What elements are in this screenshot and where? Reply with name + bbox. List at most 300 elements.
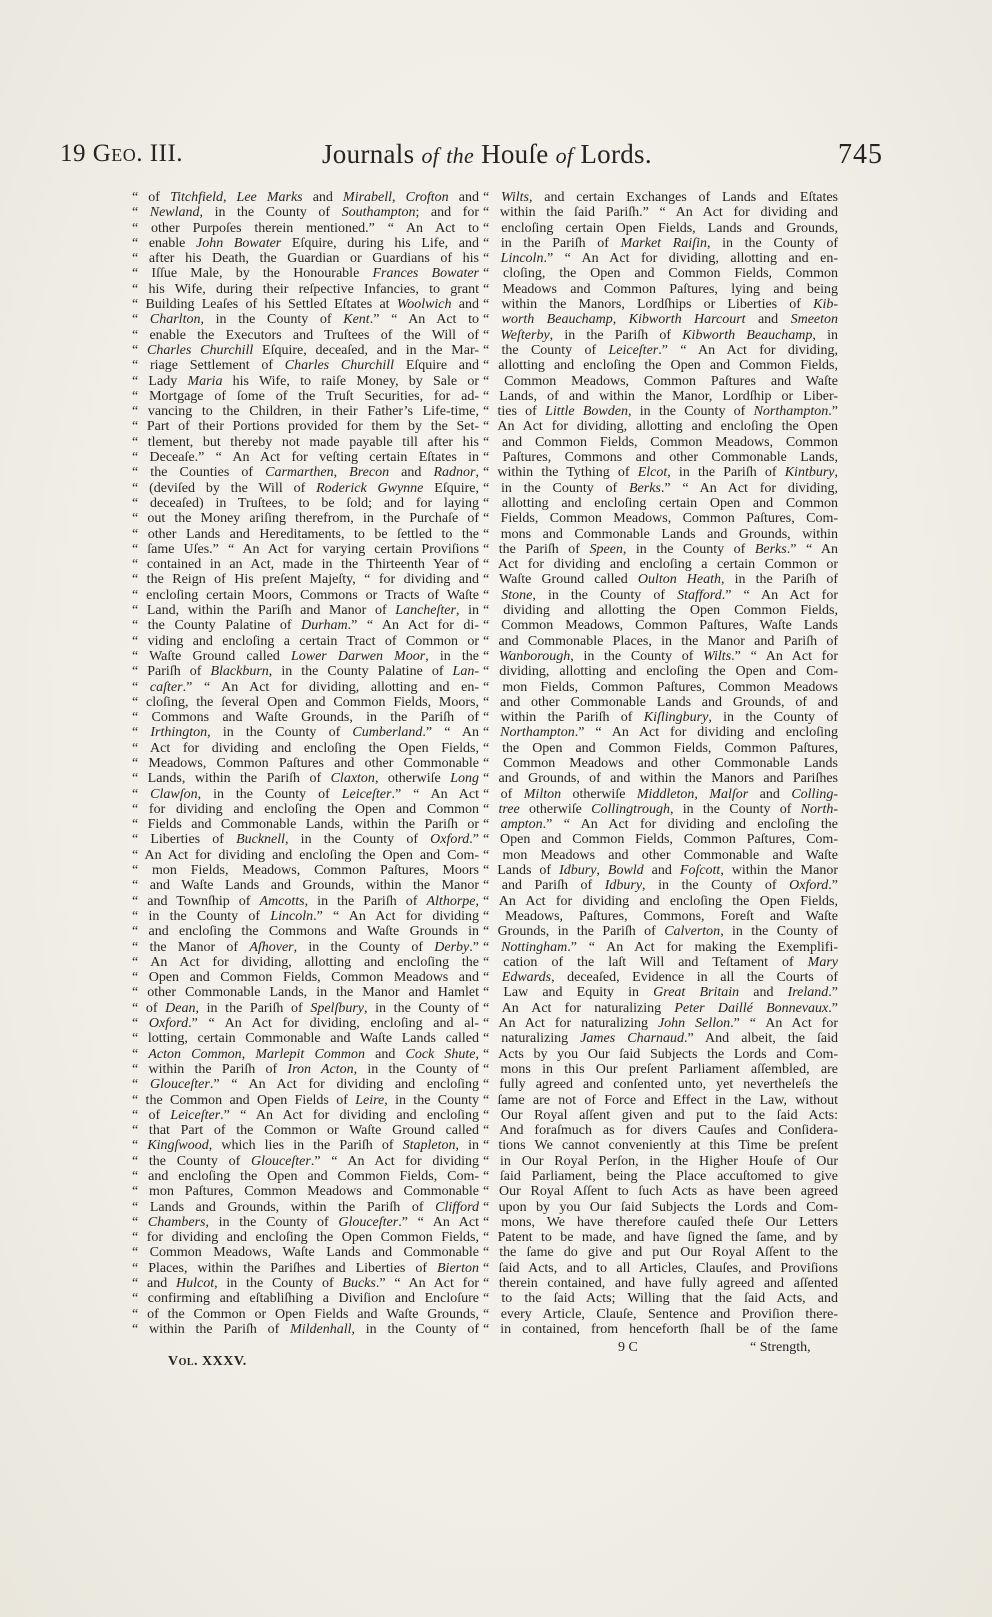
italic-name: Smeeton — [790, 312, 839, 328]
italic-name: Cumberland — [352, 725, 423, 741]
text-line — [132, 205, 479, 220]
text-line — [483, 205, 838, 220]
text-run: , in the Pariſh of — [721, 572, 838, 588]
text-run: “ Waſte Ground called — [132, 648, 291, 664]
text-line — [132, 741, 479, 756]
text-run: “ for dividing and encloſing the Open and Common — [132, 801, 479, 817]
text-run: “ the County of — [132, 1153, 251, 1169]
text-run: “ ſaid Parliament, being the Place accuſtomed to give — [483, 1169, 838, 1184]
text-run: “ dividing and allotting the Open Common Fields, — [483, 603, 838, 619]
italic-name: Crofton — [405, 190, 449, 205]
text-run: , — [392, 190, 406, 205]
text-run: and — [448, 190, 479, 205]
text-line — [483, 1077, 838, 1092]
text-line — [483, 1261, 838, 1276]
text-line — [132, 756, 479, 771]
text-run: “ the County of — [483, 342, 609, 358]
text-line — [483, 940, 838, 955]
text-line — [483, 618, 838, 633]
text-line — [483, 664, 838, 679]
text-line — [483, 496, 838, 511]
text-run: “ lotting, certain Commonable and Waſte Lands called — [132, 1031, 479, 1047]
text-line — [483, 297, 838, 312]
text-run: “ Places, within the Pariſhes and Liberties of — [132, 1260, 437, 1276]
text-line — [132, 1215, 479, 1230]
italic-name: Maria — [187, 373, 223, 389]
text-run: .” — [469, 939, 479, 955]
text-line — [132, 940, 479, 955]
text-run: .” “ An Act for — [375, 1276, 479, 1292]
text-line — [132, 970, 479, 985]
text-run: “ An Act for dividing, allotting and encloſing the — [132, 954, 479, 970]
italic-name: Marlepit Common — [255, 1046, 366, 1062]
text-run: “ — [483, 251, 501, 267]
italic-name: Acton Common — [148, 1046, 242, 1062]
italic-name: Althorpe — [426, 893, 476, 909]
text-line — [132, 1047, 479, 1062]
text-line — [132, 527, 479, 542]
text-run: “ contained in an Act, made in the Thirteenth Year of — [132, 557, 479, 573]
italic-name: Irthington — [150, 725, 208, 741]
text-line — [132, 955, 479, 970]
text-line — [483, 1215, 838, 1230]
text-line — [483, 878, 838, 893]
text-line — [483, 557, 838, 572]
text-run: “ Lady — [132, 373, 188, 389]
italic-name: Lincoln — [270, 908, 314, 924]
text-run: “ An Act for naturalizing — [483, 1000, 675, 1016]
italic-name: Leiceſter — [341, 786, 392, 802]
text-run: “ Lands, within the Pariſh of — [132, 771, 331, 787]
italic-name: Bierton — [437, 1260, 479, 1276]
italic-name: Carmarthen — [265, 465, 334, 481]
text-run: “ And foraſmuch as for divers Cauſes and Conſidera- — [483, 1123, 838, 1139]
text-run: “ Building Leaſes of his Settled Eſtates at — [132, 297, 397, 313]
italic-name: tree — [498, 801, 520, 817]
text-line — [132, 251, 479, 266]
title-word: Houſe — [474, 139, 556, 169]
text-run: “ — [132, 725, 151, 741]
text-run: Eſquire, — [423, 480, 479, 496]
italic-name: Kibworth Beauchamp — [682, 327, 813, 343]
text-line — [132, 481, 479, 496]
text-run: “ — [483, 648, 499, 664]
text-line — [132, 603, 479, 618]
text-run: .” “ An Act for dividing, — [658, 342, 838, 358]
text-line — [483, 710, 838, 725]
text-run: “ — [132, 1077, 150, 1093]
text-line — [132, 404, 479, 419]
text-line — [132, 664, 479, 679]
text-run: “ and encloſing the Commons and Waſte Grounds in — [132, 924, 479, 940]
italic-name: Market Raiſin — [620, 235, 707, 251]
title-italic-word: of — [421, 143, 440, 168]
text-line — [483, 1062, 838, 1077]
text-run: “ — [132, 1214, 148, 1230]
text-run: .” “ An Act — [398, 1214, 480, 1230]
italic-name: Northampton — [500, 725, 575, 741]
text-line — [132, 1016, 479, 1031]
text-run: , in the County — [384, 1092, 479, 1108]
text-line — [483, 190, 838, 205]
text-run: , — [694, 786, 710, 802]
italic-name: Aſhover — [249, 939, 294, 955]
journal-title — [322, 139, 652, 170]
italic-name: Nottingham — [501, 939, 568, 955]
text-run: “ tlement, but thereby not made payable till after his — [132, 434, 479, 450]
text-run: “ within the Manors, Lordſhips or Liberties of — [483, 297, 814, 313]
italic-name: Wanborough — [498, 648, 571, 664]
text-run: .” “ An Act for dividing and encloſing — [574, 725, 839, 741]
text-line — [483, 603, 838, 618]
text-run: .” “ An Act for dividing and encloſing the — [542, 817, 838, 833]
italic-name: Charles Churchill — [284, 358, 395, 374]
text-line — [483, 1001, 838, 1016]
italic-name: Middleton — [636, 786, 695, 802]
italic-name: Northampton — [753, 404, 829, 420]
text-run: “ — [483, 939, 502, 955]
text-line — [483, 1154, 838, 1169]
text-run: , in the County of — [570, 648, 704, 664]
text-line — [132, 297, 479, 312]
text-run: “ allotting and encloſing certain Open and Common — [483, 495, 838, 511]
italic-name: Titchfield — [170, 190, 223, 205]
text-run: “ Pariſh of — [132, 664, 211, 680]
text-run: “ the Manor of — [132, 939, 250, 955]
text-run: “ Open and Common Fields, Common Paſtures, Com- — [483, 832, 838, 848]
text-run: .” “ An — [422, 725, 480, 741]
text-line — [132, 1108, 479, 1123]
italic-name: Edwards — [501, 970, 552, 986]
text-run: “ enable — [132, 235, 196, 251]
text-line — [132, 190, 479, 205]
italic-name: Stone — [501, 587, 533, 603]
text-line — [132, 358, 479, 373]
text-run: Eſquire, deceaſed, and in the Mar- — [253, 342, 479, 358]
text-run: “ the Common and Open Fields of — [132, 1092, 356, 1108]
text-run: “ for dividing and encloſing the Open Common Fields, — [132, 1230, 479, 1246]
text-line — [132, 680, 479, 695]
text-run: , — [475, 893, 479, 909]
italic-name: Southampton — [341, 205, 416, 221]
text-run: “ encloſing certain Moors, Commons or Tracts of Waſte — [132, 587, 479, 603]
text-run: .” “ An Act for di- — [347, 618, 479, 634]
text-run: “ Deceaſe.” “ An Act for veſting certain Eſtates in — [132, 450, 479, 466]
text-line — [483, 1200, 838, 1215]
text-run: , in the County of — [532, 587, 678, 603]
italic-name: Dean — [165, 1000, 196, 1016]
text-run: “ and Grounds, of and within the Manors and Pariſhes — [483, 771, 838, 787]
text-run: “ Mortgage of ſome of the Truſt Securities, for ad- — [132, 388, 479, 404]
text-run: “ Lands, of and within the Manor, Lordſhip or Liber- — [483, 388, 838, 404]
text-line — [483, 741, 838, 756]
italic-name: Calverton — [664, 924, 721, 940]
text-line — [483, 1138, 838, 1153]
text-line — [483, 1047, 838, 1062]
italic-name: Milton — [523, 786, 562, 802]
text-run: , — [222, 190, 237, 205]
italic-name: Mary — [807, 954, 838, 970]
italic-name: Oxford — [430, 832, 470, 848]
text-run: “ of — [132, 1000, 166, 1016]
text-run: .” — [469, 832, 479, 848]
italic-name: Frances Bowater — [372, 266, 479, 282]
text-line — [132, 542, 479, 557]
text-line — [483, 465, 838, 480]
text-line — [483, 389, 838, 404]
text-line — [132, 572, 479, 587]
italic-name: Kingſwood — [147, 1138, 209, 1154]
text-line — [132, 1200, 479, 1215]
text-run: “ Act for dividing and encloſing a certain Common or — [483, 557, 838, 573]
text-line — [483, 1230, 838, 1245]
text-run: “ after his Death, the Guardian or Guardians of his — [132, 251, 479, 267]
text-line — [483, 695, 838, 710]
text-run: “ cloſing, the Open and Common Fields, Common — [483, 266, 838, 282]
text-run: , in the County of — [205, 1214, 339, 1230]
text-line — [132, 634, 479, 649]
volume-number: Vol. XXXV. — [168, 1354, 247, 1369]
text-run: “ and Waſte Lands and Grounds, within the Manor — [132, 878, 479, 894]
text-run: .” — [828, 985, 839, 1001]
text-run: .” “ An Act for making the Exemplifi- — [567, 939, 838, 955]
text-run: , in the County of — [197, 786, 342, 802]
text-run: .” “ An — [786, 541, 839, 557]
italic-name: Stapleton — [402, 1138, 456, 1154]
text-run: , in the County of — [214, 1276, 343, 1292]
text-run: “ Acts by you Our ſaid Subjects the Lords and Com- — [483, 1046, 838, 1062]
text-run: “ — [483, 587, 502, 603]
text-line — [132, 374, 479, 389]
italic-name: Kibworth Harcourt — [628, 312, 746, 328]
text-line — [132, 848, 479, 863]
text-run: “ — [132, 205, 150, 221]
text-run: “ — [132, 1016, 149, 1032]
text-line — [483, 985, 838, 1000]
text-run: “ and encloſing the Open and Common Fields, Com- — [132, 1169, 479, 1184]
text-run: , in the — [425, 648, 479, 664]
text-run: , in the County of — [720, 924, 839, 940]
text-line — [132, 419, 479, 434]
text-run: , which lies in the Pariſh of — [208, 1138, 403, 1154]
text-run: “ — [483, 817, 501, 833]
text-line — [132, 1322, 479, 1337]
text-run: “ An Act for naturalizing — [483, 1016, 658, 1032]
italic-name: Peter Daillé Bonnevaux — [674, 1000, 829, 1016]
italic-name: Idbury — [604, 878, 643, 894]
text-line — [132, 1261, 479, 1276]
text-run: “ ties of — [483, 404, 546, 420]
text-line — [132, 1093, 479, 1108]
text-line — [483, 1031, 838, 1046]
text-run: “ and other Commonable Lands and Grounds, of and — [483, 694, 838, 710]
text-line — [132, 389, 479, 404]
text-run: “ Liberties of — [132, 832, 237, 848]
text-run: “ and Commonable Places, in the Manor and Pariſh of — [483, 633, 838, 649]
text-run: “ Commons and Waſte Grounds, in the Pariſh of — [132, 710, 479, 726]
italic-name: Brecon — [349, 465, 390, 481]
left-column — [132, 190, 479, 1337]
text-run: “ the ſame do give and put Our Royal Aſſent to the — [483, 1245, 838, 1261]
text-line — [132, 1230, 479, 1245]
italic-name: Derby — [434, 939, 470, 955]
text-line — [132, 588, 479, 603]
text-run: “ Part of their Portions provided for them by the Set- — [132, 419, 479, 435]
text-run: “ out the Money ariſing therefrom, in the Purchaſe of — [132, 511, 479, 527]
text-run: .” “ An Act for dividing — [313, 908, 479, 924]
text-line — [132, 450, 479, 465]
text-run: “ encloſing certain Open Fields, Lands and Grounds, — [483, 220, 838, 236]
text-run: , in the Pariſh of — [195, 1000, 311, 1016]
text-line — [483, 1322, 838, 1337]
italic-name: Colling- — [791, 786, 838, 802]
italic-name: John Bowater — [195, 235, 282, 251]
text-line — [132, 894, 479, 909]
text-line — [483, 649, 838, 664]
text-run: .” And albeit, the ſaid — [684, 1031, 839, 1047]
italic-name: Great Britain — [653, 985, 740, 1001]
italic-name: Cock Shute — [405, 1046, 476, 1062]
italic-name: Hulcot — [176, 1276, 215, 1292]
text-run: .” “ An Act for dividing and encloſing — [209, 1077, 479, 1093]
text-line — [483, 450, 838, 465]
text-line — [483, 511, 838, 526]
italic-name: Lancheſter — [395, 603, 456, 619]
text-run: “ mon Paſtures, Common Meadows and Commonable — [132, 1184, 479, 1200]
text-run: and — [739, 985, 788, 1001]
text-line — [483, 756, 838, 771]
text-line — [483, 588, 838, 603]
text-run: “ and Townſhip of — [132, 893, 260, 909]
text-line — [483, 266, 838, 281]
text-run: “ in contained, from henceforth ſhall be of the ſame — [483, 1321, 838, 1337]
text-line — [483, 282, 838, 297]
text-run: otherwiſe — [561, 786, 637, 802]
italic-name: Glouceſter — [149, 1077, 210, 1093]
text-run: , in — [455, 603, 480, 619]
text-run: , deceaſed, Evidence in all the Courts of — [551, 970, 839, 986]
text-line — [483, 236, 838, 251]
text-run: , in the County of — [200, 312, 344, 328]
italic-name: Mirabell — [343, 190, 393, 205]
text-run: “ Fields, Common Meadows, Common Paſtures, Com- — [483, 511, 838, 527]
text-run: , in the County of — [293, 939, 435, 955]
text-line — [483, 404, 838, 419]
text-run: “ An Act for dividing and encloſing the Open and Com- — [132, 847, 479, 863]
text-run: .” “ An Act to — [369, 312, 479, 328]
text-run: “ Iſſue Male, by the Honourable — [132, 266, 373, 282]
text-line — [483, 527, 838, 542]
text-run: .” “ An Act for — [721, 587, 838, 603]
text-line — [483, 771, 838, 786]
text-run: , in the County of — [207, 725, 353, 741]
text-run: “ in the County of — [483, 480, 629, 496]
text-run: “ viding and encloſing a certain Tract of Common or — [132, 633, 479, 649]
text-line — [132, 328, 479, 343]
text-line — [483, 542, 838, 557]
text-run: “ — [132, 679, 150, 695]
text-run: “ in the Pariſh of — [483, 235, 621, 251]
text-run: “ Patent to be made, and have ſigned the ſame, and by — [483, 1230, 838, 1246]
text-run: , in — [812, 327, 838, 343]
text-line — [483, 312, 838, 327]
italic-name: Mildenhall — [290, 1321, 352, 1337]
italic-name: Glouceſter — [338, 1214, 399, 1230]
text-run: “ mon Meadows and other Commonable and Waſte — [483, 847, 838, 863]
italic-name: Charlton — [149, 312, 201, 328]
text-run: “ Lands and Grounds, within the Pariſh of — [132, 1199, 436, 1215]
text-line — [483, 328, 838, 343]
text-run: “ and — [132, 1276, 176, 1292]
text-run: “ other Purpoſes therein mentioned.” “ An Act to — [132, 220, 479, 236]
text-run: “ Paſtures, Commons and other Commonable Lands, — [483, 450, 838, 466]
text-run: “ the Open and Common Fields, Common Paſtures, — [483, 740, 838, 756]
text-line — [483, 251, 838, 266]
running-head — [0, 136, 992, 180]
text-line — [132, 771, 479, 786]
text-run: “ — [483, 801, 499, 817]
italic-name: Amcotts — [259, 893, 305, 909]
text-line — [132, 802, 479, 817]
text-run: “ within the Pariſh of — [132, 1061, 288, 1077]
text-run: .” — [828, 878, 838, 894]
text-line — [483, 1093, 838, 1108]
text-run: “ — [132, 1046, 149, 1062]
text-line — [483, 924, 838, 939]
text-run: “ Meadows, Paſtures, Commons, Foreſt and Waſte — [483, 908, 838, 924]
text-run: “ of — [132, 1107, 171, 1123]
text-run: “ to the ſaid Acts; Willing that the ſaid Acts, and — [483, 1291, 838, 1307]
text-line — [483, 1016, 838, 1031]
text-run: “ vancing to the Children, in their Father’s Life-time, — [132, 404, 479, 420]
text-run: , — [475, 465, 479, 481]
text-run: “ Waſte Ground called — [483, 572, 638, 588]
text-run: “ tions We cannot conveniently at this Time be preſent — [483, 1138, 838, 1154]
text-run: “ that Part of the Common or Waſte Ground called — [132, 1123, 479, 1139]
text-run: , in the Pariſh of — [549, 327, 683, 343]
text-run: “ within the Tything of — [483, 465, 638, 481]
text-run: .” “ An Act for dividing, — [660, 480, 838, 496]
text-line — [132, 649, 479, 664]
text-line — [132, 725, 479, 740]
italic-name: Little Bowden — [545, 404, 628, 420]
text-run: “ Our Royal aſſent given and put to the ſaid Acts: — [483, 1107, 838, 1123]
text-line — [483, 725, 838, 740]
italic-name: John Sellon — [657, 1016, 731, 1032]
text-run: “ in the County of — [132, 908, 271, 924]
italic-name: Leiceſter — [170, 1107, 221, 1123]
text-line — [132, 1169, 479, 1184]
text-run: , and certain Exchanges of Lands and Eſtates — [529, 190, 838, 205]
text-run: “ other Commonable Lands, in the Manor and Hamlet — [132, 985, 479, 1001]
text-run: “ other Lands and Hereditaments, to be ſettled to the — [132, 526, 479, 542]
italic-name: Lower Darwen Moor — [290, 648, 426, 664]
text-line — [483, 1108, 838, 1123]
text-line — [132, 618, 479, 633]
italic-name: Foſcott — [679, 863, 721, 879]
italic-name: Weſterby — [500, 327, 550, 343]
text-run: , in the County of — [706, 235, 838, 251]
italic-name: Ireland — [787, 985, 829, 1001]
text-run: “ of the Common or Open Fields and Waſte Grounds, — [132, 1306, 479, 1322]
text-line — [132, 710, 479, 725]
text-line — [483, 970, 838, 985]
text-line — [483, 1307, 838, 1322]
text-run: , in the County of — [708, 710, 838, 726]
text-run: , — [612, 312, 629, 328]
text-run: “ and Common Fields, Common Meadows, Common — [483, 434, 838, 450]
text-run: “ dividing, allotting and encloſing the Open and Com- — [483, 664, 838, 680]
